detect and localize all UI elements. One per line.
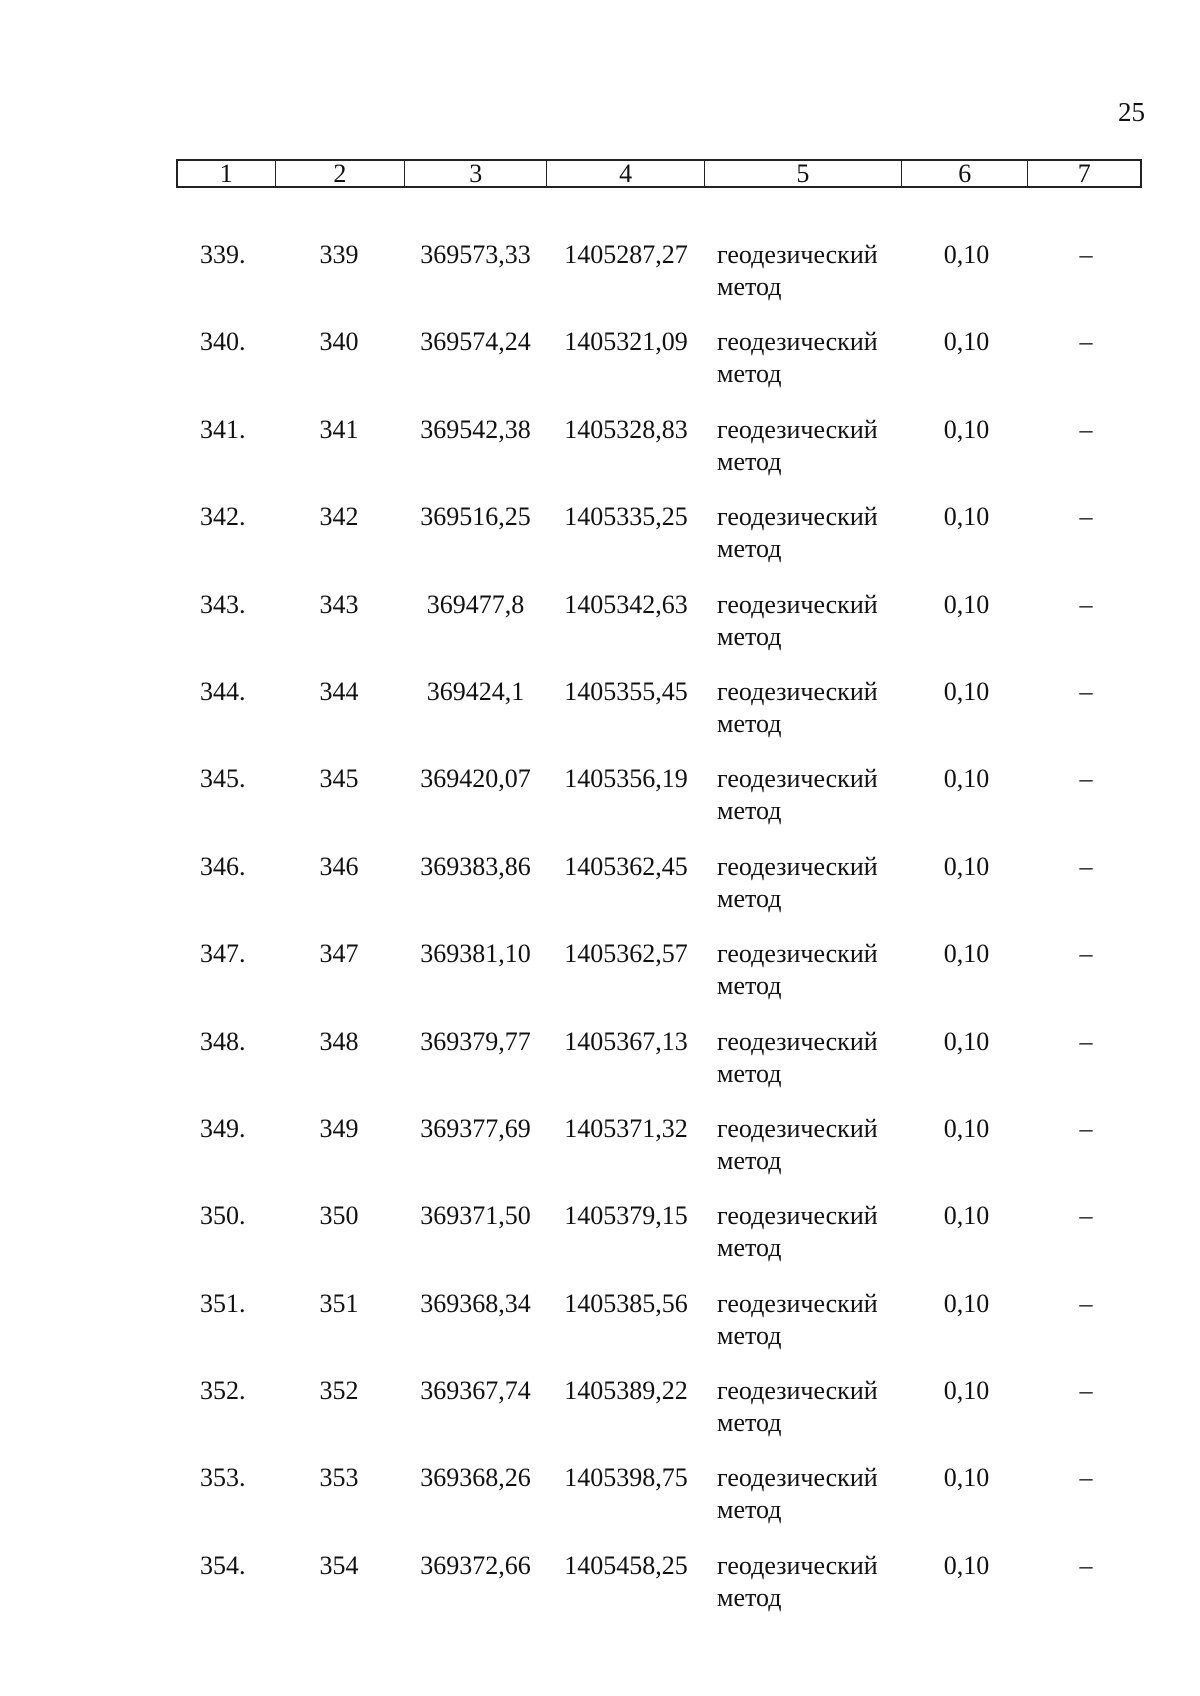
accuracy-cell: 0,10	[943, 851, 990, 881]
x-coordinate-cell: 369377,69	[420, 1113, 531, 1143]
x-coordinate-cell: 369424,1	[426, 676, 525, 706]
note-cell: –	[1079, 1288, 1093, 1318]
table-row	[176, 187, 1142, 301]
method-cell	[705, 326, 903, 389]
method-line-1: геодезический	[717, 589, 878, 619]
accuracy-cell: 0,10	[943, 240, 990, 269]
note-cell: –	[1079, 589, 1093, 619]
accuracy-cell: 0,10	[943, 939, 990, 969]
method-line-2: метод	[717, 1320, 782, 1350]
method-cell	[705, 1288, 903, 1350]
table-row	[176, 362, 1142, 476]
row-number-cell: 350.	[200, 1201, 246, 1231]
row-number-cell: 341.	[200, 414, 246, 444]
accuracy-cell: 0,10	[943, 676, 990, 706]
method-line-2: метод	[717, 1233, 782, 1263]
accuracy-cell: 0,10	[943, 1201, 990, 1231]
note-cell: –	[1079, 764, 1093, 794]
method-line-1: геодезический	[717, 939, 878, 969]
coordinates-table	[176, 159, 1142, 1612]
table-body	[176, 187, 1142, 1612]
point-id-cell: 353	[319, 1463, 359, 1493]
page-number: 25	[1118, 97, 1145, 127]
note-cell: –	[1079, 240, 1093, 269]
method-cell	[705, 1462, 903, 1525]
method-line-2: метод	[717, 708, 782, 738]
note-cell: –	[1079, 676, 1093, 706]
method-cell	[705, 1550, 903, 1612]
note-cell: –	[1079, 851, 1093, 881]
point-id-cell: 344	[319, 676, 359, 706]
method-line-2: метод	[717, 1058, 782, 1088]
x-coordinate-cell: 369381,10	[420, 939, 531, 969]
method-cell	[705, 589, 903, 651]
header-cell-7: 7	[1077, 159, 1091, 188]
method-line-1: геодезический	[717, 240, 878, 269]
method-line-2: метод	[717, 1408, 782, 1438]
row-number-cell: 340.	[200, 327, 246, 357]
x-coordinate-cell: 369420,07	[420, 764, 531, 794]
table-row	[176, 449, 1142, 564]
method-cell	[705, 1026, 903, 1088]
accuracy-cell: 0,10	[943, 1376, 990, 1406]
accuracy-cell: 0,10	[943, 589, 990, 619]
table-row	[176, 711, 1142, 826]
y-coordinate-cell: 1405371,32	[564, 1113, 688, 1143]
note-cell: –	[1079, 1201, 1093, 1231]
note-cell: –	[1079, 1113, 1093, 1143]
method-cell	[705, 763, 903, 826]
table-row	[176, 1323, 1142, 1438]
row-number-cell: 343.	[200, 589, 246, 619]
x-coordinate-cell: 369477,8	[426, 589, 525, 619]
method-cell	[705, 414, 903, 476]
y-coordinate-cell: 1405362,45	[564, 851, 688, 881]
note-cell: –	[1079, 414, 1093, 444]
y-coordinate-cell: 1405342,63	[564, 589, 688, 619]
row-number-cell: 349.	[200, 1113, 246, 1143]
table-row	[176, 1061, 1142, 1175]
table-row	[176, 537, 1142, 651]
point-id-cell: 350	[319, 1201, 359, 1231]
note-cell: –	[1079, 1550, 1093, 1580]
row-number-cell: 353.	[200, 1463, 246, 1493]
table-row	[176, 624, 1142, 738]
table-row	[176, 1410, 1142, 1525]
point-id-cell: 351	[319, 1288, 359, 1318]
x-coordinate-cell: 369574,24	[420, 327, 531, 357]
x-coordinate-cell: 369368,34	[420, 1288, 531, 1318]
header-cell-1: 1	[178, 161, 276, 186]
method-line-1: геодезический	[717, 1201, 878, 1231]
point-id-cell: 343	[319, 589, 359, 619]
y-coordinate-cell: 1405335,25	[564, 502, 688, 532]
x-coordinate-cell: 369383,86	[420, 851, 531, 881]
note-cell: –	[1079, 327, 1093, 357]
method-line-1: геодезический	[717, 1288, 878, 1318]
point-id-cell: 345	[319, 764, 359, 794]
row-number-cell: 352.	[200, 1376, 246, 1406]
point-id-cell: 348	[319, 1026, 359, 1056]
x-coordinate-cell: 369573,33	[420, 240, 531, 269]
row-number-cell: 345.	[200, 764, 246, 794]
point-id-cell: 340	[319, 327, 359, 357]
point-id-cell: 347	[319, 939, 359, 969]
table-row	[176, 274, 1142, 389]
method-line-2: метод	[717, 272, 782, 301]
accuracy-cell: 0,10	[943, 502, 990, 532]
accuracy-cell: 0,10	[943, 1026, 990, 1056]
note-cell: –	[1079, 939, 1093, 969]
method-line-1: геодезический	[717, 851, 878, 881]
method-line-1: геодезический	[717, 676, 878, 706]
point-id-cell: 352	[319, 1376, 359, 1406]
accuracy-cell: 0,10	[943, 1113, 990, 1143]
point-id-cell: 354	[319, 1550, 359, 1580]
method-line-1: геодезический	[717, 1376, 878, 1406]
y-coordinate-cell: 1405287,27	[564, 240, 688, 269]
point-id-cell: 342	[319, 502, 359, 532]
method-line-2: метод	[717, 1582, 782, 1612]
method-line-2: метод	[717, 534, 782, 564]
table-row	[176, 974, 1142, 1088]
header-cell-3: 3	[405, 161, 547, 186]
x-coordinate-cell: 369372,66	[420, 1550, 531, 1580]
x-coordinate-cell: 369371,50	[420, 1201, 531, 1231]
y-coordinate-cell: 1405355,45	[564, 676, 688, 706]
method-line-1: геодезический	[717, 1550, 878, 1580]
method-line-2: метод	[717, 883, 782, 913]
method-cell	[705, 239, 903, 301]
method-cell	[705, 1200, 903, 1263]
header-cell-4: 4	[547, 161, 704, 186]
row-number-cell: 339.	[200, 240, 246, 269]
x-coordinate-cell: 369368,26	[420, 1463, 531, 1493]
row-number-cell: 346.	[200, 851, 246, 881]
y-coordinate-cell: 1405328,83	[564, 414, 688, 444]
method-line-1: геодезический	[717, 764, 878, 794]
table-row	[176, 1148, 1142, 1263]
note-cell: –	[1079, 1026, 1093, 1056]
accuracy-cell: 0,10	[943, 1463, 990, 1493]
y-coordinate-cell: 1405398,75	[564, 1463, 688, 1493]
note-cell: –	[1079, 502, 1093, 532]
table-row	[176, 886, 1142, 1001]
header-cell-6: 6	[902, 161, 1028, 186]
method-line-2: метод	[717, 796, 782, 826]
table-row	[176, 799, 1142, 913]
table-row	[176, 1498, 1142, 1612]
method-line-2: метод	[717, 1495, 782, 1525]
y-coordinate-cell: 1405321,09	[564, 327, 688, 357]
y-coordinate-cell: 1405379,15	[564, 1201, 688, 1231]
method-cell	[705, 676, 903, 738]
y-coordinate-cell: 1405385,56	[564, 1288, 688, 1318]
point-id-cell: 346	[319, 851, 359, 881]
method-line-1: геодезический	[717, 414, 878, 444]
note-cell: –	[1079, 1376, 1093, 1406]
y-coordinate-cell: 1405367,13	[564, 1026, 688, 1056]
x-coordinate-cell: 369379,77	[420, 1026, 531, 1056]
table-header-row	[176, 159, 1142, 188]
row-number-cell: 348.	[200, 1026, 246, 1056]
row-number-cell: 354.	[200, 1550, 246, 1580]
y-coordinate-cell: 1405356,19	[564, 764, 688, 794]
point-id-cell: 349	[319, 1113, 359, 1143]
accuracy-cell: 0,10	[943, 414, 990, 444]
x-coordinate-cell: 369367,74	[420, 1376, 531, 1406]
row-number-cell: 351.	[200, 1288, 246, 1318]
method-line-2: метод	[717, 446, 782, 476]
method-line-1: геодезический	[717, 1113, 878, 1143]
method-cell	[705, 938, 903, 1001]
accuracy-cell: 0,10	[943, 764, 990, 794]
table-row	[176, 1236, 1142, 1350]
x-coordinate-cell: 369516,25	[420, 502, 531, 532]
header-cell-2: 2	[276, 161, 405, 186]
y-coordinate-cell: 1405362,57	[564, 939, 688, 969]
method-line-2: метод	[717, 971, 782, 1001]
method-line-1: геодезический	[717, 1026, 878, 1056]
row-number-cell: 342.	[200, 502, 246, 532]
accuracy-cell: 0,10	[943, 1550, 990, 1580]
note-cell: –	[1079, 1463, 1093, 1493]
method-cell	[705, 851, 903, 913]
y-coordinate-cell: 1405389,22	[564, 1376, 688, 1406]
method-cell	[705, 1375, 903, 1438]
y-coordinate-cell: 1405458,25	[564, 1550, 688, 1580]
method-line-1: геодезический	[717, 502, 878, 532]
x-coordinate-cell: 369542,38	[420, 414, 531, 444]
method-cell	[705, 501, 903, 564]
method-line-2: метод	[717, 1145, 782, 1175]
method-line-2: метод	[717, 359, 782, 389]
row-number-cell: 347.	[200, 939, 246, 969]
point-id-cell: 339	[319, 240, 359, 269]
method-line-1: геодезический	[717, 327, 878, 357]
accuracy-cell: 0,10	[943, 327, 990, 357]
header-cell-5: 5	[705, 161, 902, 186]
method-line-1: геодезический	[717, 1463, 878, 1493]
method-cell	[705, 1113, 903, 1175]
point-id-cell: 341	[319, 414, 359, 444]
accuracy-cell: 0,10	[943, 1288, 990, 1318]
row-number-cell: 344.	[200, 676, 246, 706]
method-line-2: метод	[717, 621, 782, 651]
